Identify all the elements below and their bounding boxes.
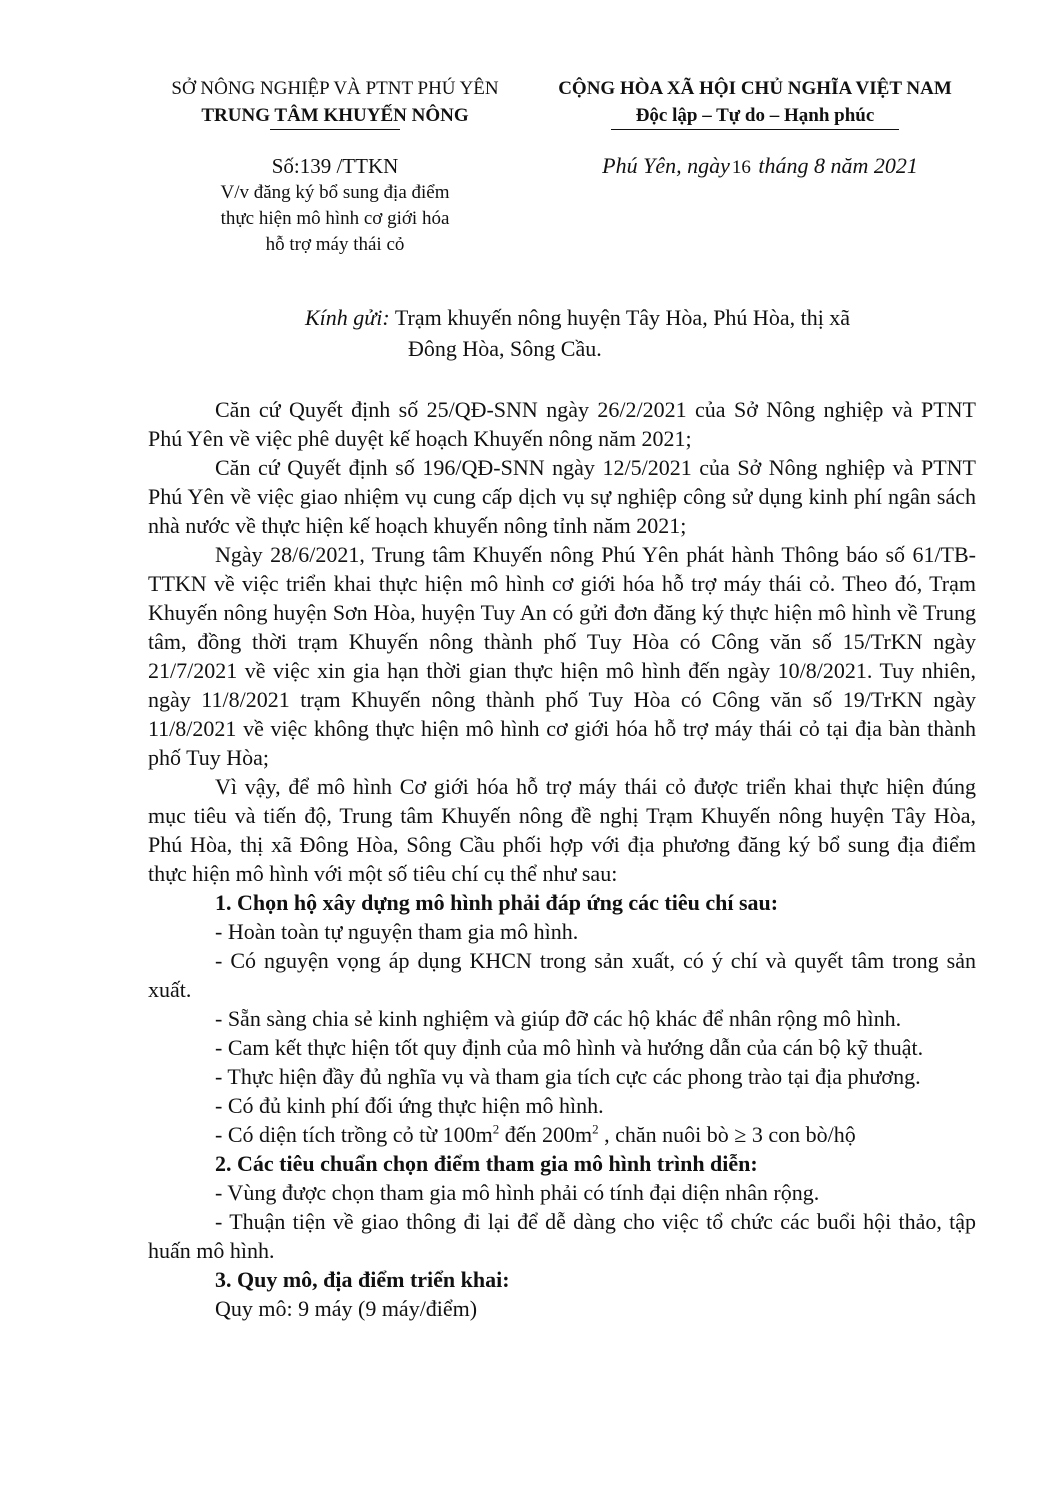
criteria-item: - Cam kết thực hiện tốt quy định của mô hình và hướng dẫn của cán bộ kỹ thuật. bbox=[215, 1035, 924, 1060]
area-text-b: đến 200m bbox=[499, 1122, 593, 1147]
criteria-item: - Sẵn sàng chia sẻ kinh nghiệm và giúp đỡ các hộ khác để nhân rộng mô hình. bbox=[215, 1006, 902, 1031]
subject-line: thực hiện mô hình cơ giới hóa bbox=[220, 208, 450, 229]
recipient-line: Trạm khuyến nông huyện Tây Hòa, Phú Hòa, thị xã bbox=[394, 305, 851, 330]
body-paragraph: Vì vậy, để mô hình Cơ giới hóa hỗ trợ máy thái cỏ được triển khai thực hiện đúng mục tiêu và tiến độ, Trung tâm Khuyến nông đề nghị Trạm Khuyến nông huyện Tây Hòa, Phú Hòa, thị xã Đông Hòa, Sông Cầu phối hợp với địa phương đăng ký bổ sung địa điểm thực hiện mô hình với một số tiêu chí cụ thể như sau: bbox=[148, 774, 976, 886]
criteria-item: - Thuận tiện về giao thông đi lại để dễ dàng cho việc tổ chức các buổi hội thảo, tập huấn mô hình. bbox=[148, 1209, 976, 1263]
body-paragraph: Ngày 28/6/2021, Trung tâm Khuyến nông Phú Yên phát hành Thông báo số 61/TB-TTKN về việc triển khai thực hiện mô hình cơ giới hóa hỗ trợ máy thái cỏ. Theo đó, Trạm Khuyến nông huyện Sơn Hòa, huyện Tuy An có gửi đơn đăng ký thực hiện mô hình về Trung tâm, đồng thời trạm Khuyến nông thành phố Tuy Hòa có Công văn số 15/TrKN ngày 21/7/2021 về việc xin gia hạn thời gian thực hiện mô hình đến ngày 10/8/2021. Tuy nhiên, ngày 11/8/2021 trạm Khuyến nông thành phố Tuy Hòa có Công văn số 19/TrKN ngày 11/8/2021 về việc không thực hiện mô hình cơ giới hóa hỗ trợ máy thái cỏ tại địa bàn thành phố Tuy Hòa; bbox=[148, 542, 976, 770]
section-heading: 3. Quy mô, địa điểm triển khai: bbox=[215, 1267, 510, 1292]
criteria-item: - Hoàn toàn tự nguyện tham gia mô hình. bbox=[215, 919, 579, 944]
area-text-a: - Có diện tích trồng cỏ từ 100m bbox=[215, 1122, 493, 1147]
subject-block bbox=[140, 180, 530, 258]
place-date-prefix: Phú Yên, ngày bbox=[602, 153, 730, 178]
criteria-item: - Có nguyện vọng áp dụng KHCN trong sản xuất, có ý chí và quyết tâm trong sản xuất. bbox=[148, 948, 976, 1002]
document-body bbox=[148, 395, 976, 1323]
superscript: 2 bbox=[592, 1121, 599, 1137]
section-heading: 1. Chọn hộ xây dựng mô hình phải đáp ứng các tiêu chí sau: bbox=[215, 890, 779, 915]
superscript: 2 bbox=[492, 1121, 500, 1137]
criteria-item: - Vùng được chọn tham gia mô hình phải có tính đại diện nhân rộng. bbox=[215, 1180, 820, 1205]
scale-line: Quy mô: 9 máy (9 máy/điểm) bbox=[215, 1296, 478, 1321]
recipient-block bbox=[305, 302, 1005, 364]
body-paragraph: Căn cứ Quyết định số 25/QĐ-SNN ngày 26/2/2021 của Sở Nông nghiệp và PTNT Phú Yên về việc phê duyệt kế hoạch Khuyến nông năm 2021; bbox=[148, 397, 976, 451]
agency-parent: SỞ NÔNG NGHIỆP VÀ PTNT PHÚ YÊN bbox=[171, 78, 499, 99]
criteria-item: - Có đủ kinh phí đối ứng thực hiện mô hình. bbox=[215, 1093, 604, 1118]
agency-underline bbox=[270, 129, 400, 130]
national-title-block bbox=[515, 75, 995, 130]
section-heading: 2. Các tiêu chuẩn chọn điểm tham gia mô hình trình diễn: bbox=[215, 1151, 758, 1176]
motto-underline bbox=[611, 129, 899, 130]
issuing-agency-block bbox=[140, 75, 530, 130]
area-text-c: , chăn nuôi bò ≥ 3 con bò/hộ bbox=[598, 1122, 856, 1147]
country-name: CỘNG HÒA XÃ HỘI CHỦ NGHĨA VIỆT NAM bbox=[558, 78, 952, 99]
document-number: Số:139 /TTKN bbox=[271, 154, 399, 178]
recipient-label: Kính gửi: bbox=[305, 305, 390, 330]
place-date-suffix: tháng 8 năm 2021 bbox=[758, 153, 918, 178]
place-date-day: 16 bbox=[731, 157, 751, 178]
subject-line: V/v đăng ký bổ sung địa điểm bbox=[220, 182, 450, 203]
criteria-item-area bbox=[148, 1120, 976, 1149]
place-date bbox=[520, 152, 1000, 182]
national-motto: Độc lập – Tự do – Hạnh phúc bbox=[635, 105, 875, 126]
recipient-line: Đông Hòa, Sông Cầu. bbox=[408, 336, 602, 361]
criteria-item: - Thực hiện đầy đủ nghĩa vụ và tham gia tích cực các phong trào tại địa phương. bbox=[215, 1064, 921, 1089]
agency-name: TRUNG TÂM KHUYẾN NÔNG bbox=[201, 105, 469, 126]
subject-line: hỗ trợ máy thái cỏ bbox=[265, 234, 405, 255]
body-paragraph: Căn cứ Quyết định số 196/QĐ-SNN ngày 12/5/2021 của Sở Nông nghiệp và PTNT Phú Yên về việc giao nhiệm vụ cung cấp dịch vụ sự nghiệp công sử dụng kinh phí ngân sách nhà nước về thực hiện kế hoạch khuyến nông tỉnh năm 2021; bbox=[148, 455, 976, 538]
